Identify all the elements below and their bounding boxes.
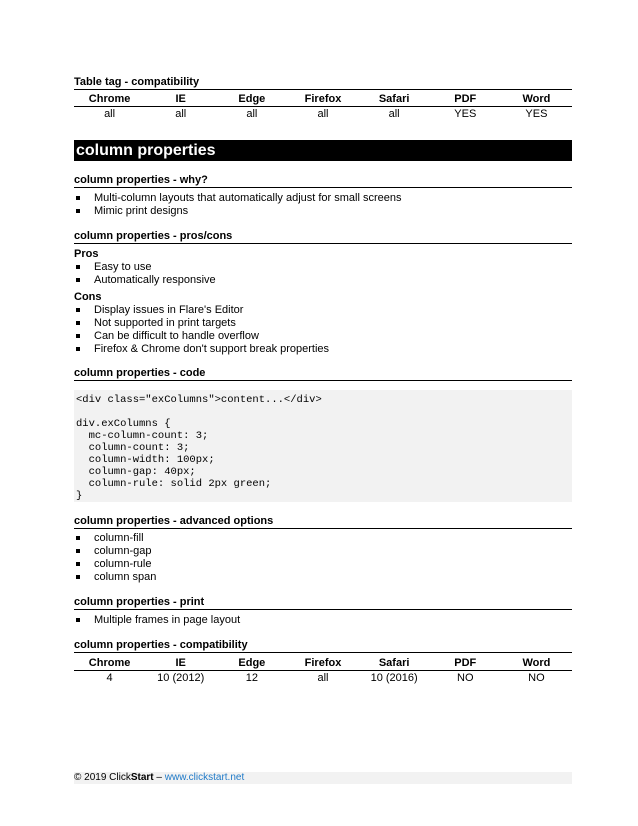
pros-label: Pros [74,248,99,260]
col-safari: Safari [359,92,430,107]
proscons-heading: column properties - pros/cons [74,230,572,244]
code-block: <div class="exColumns">content...</div> div.exColumns { mc-column-count: 3; column-count: 3; column-width: 100px; column-gap: 40px; column-rule: solid 2px green; } [74,390,572,502]
why-heading: column properties - why? [74,174,572,188]
cell: 10 (2012) [157,672,205,684]
list-item: Firefox & Chrome don't support break properties [74,343,572,356]
footer-copyright: © 2019 Click [74,772,131,783]
col-chrome: Chrome [74,92,145,107]
list-item: Multi-column layouts that automatically adjust for small screens [74,192,572,205]
table-row [74,671,572,686]
cons-label: Cons [74,291,102,303]
col-safari: Safari [359,656,430,671]
list-item: Multiple frames in page layout [74,614,572,627]
footer-link[interactable]: www.clickstart.net [164,772,245,783]
list-item: Display issues in Flare's Editor [74,304,572,317]
footer-dash: – [153,772,165,783]
cell: all [317,108,329,120]
footer-brand: Start [130,772,154,783]
col-pdf: PDF [430,92,501,107]
print-list [74,614,572,627]
cell: YES [454,108,477,120]
print-heading: column properties - print [74,596,572,610]
col-chrome: Chrome [74,656,145,671]
col-edge: Edge [216,92,287,107]
code-heading: column properties - code [74,367,572,381]
col-ie: IE [145,656,216,671]
cell: 4 [106,672,113,684]
cell: NO [457,672,474,684]
table-compat [74,92,572,121]
cell: NO [528,672,545,684]
table-compat-2 [74,656,572,685]
section-title-bar: column properties [74,140,572,161]
col-pdf: PDF [430,656,501,671]
col-firefox: Firefox [287,656,358,671]
cell: 10 (2016) [370,672,418,684]
cell: 12 [245,672,258,684]
table-row [74,107,572,122]
list-item: column-rule [74,558,572,571]
cell: all [175,108,187,120]
col-edge: Edge [216,656,287,671]
why-list [74,192,572,218]
cell: all [317,672,329,684]
list-item: Mimic print designs [74,205,572,218]
cell: all [388,108,400,120]
page-footer [74,772,572,784]
pros-list [74,261,572,287]
cell: YES [525,108,548,120]
compat2-heading: column properties - compatibility [74,639,572,653]
col-firefox: Firefox [287,92,358,107]
list-item: Automatically responsive [74,274,572,287]
cell: all [246,108,258,120]
cell: all [104,108,116,120]
advanced-list [74,532,572,584]
list-item: Can be difficult to handle overflow [74,330,572,343]
col-word: Word [501,656,572,671]
col-word: Word [501,92,572,107]
list-item: Not supported in print targets [74,317,572,330]
cons-list [74,304,572,356]
list-item: column span [74,571,572,584]
table-compat-heading: Table tag - compatibility [74,76,572,90]
list-item: column-fill [74,532,572,545]
list-item: column-gap [74,545,572,558]
col-ie: IE [145,92,216,107]
advanced-heading: column properties - advanced options [74,515,572,529]
list-item: Easy to use [74,261,572,274]
